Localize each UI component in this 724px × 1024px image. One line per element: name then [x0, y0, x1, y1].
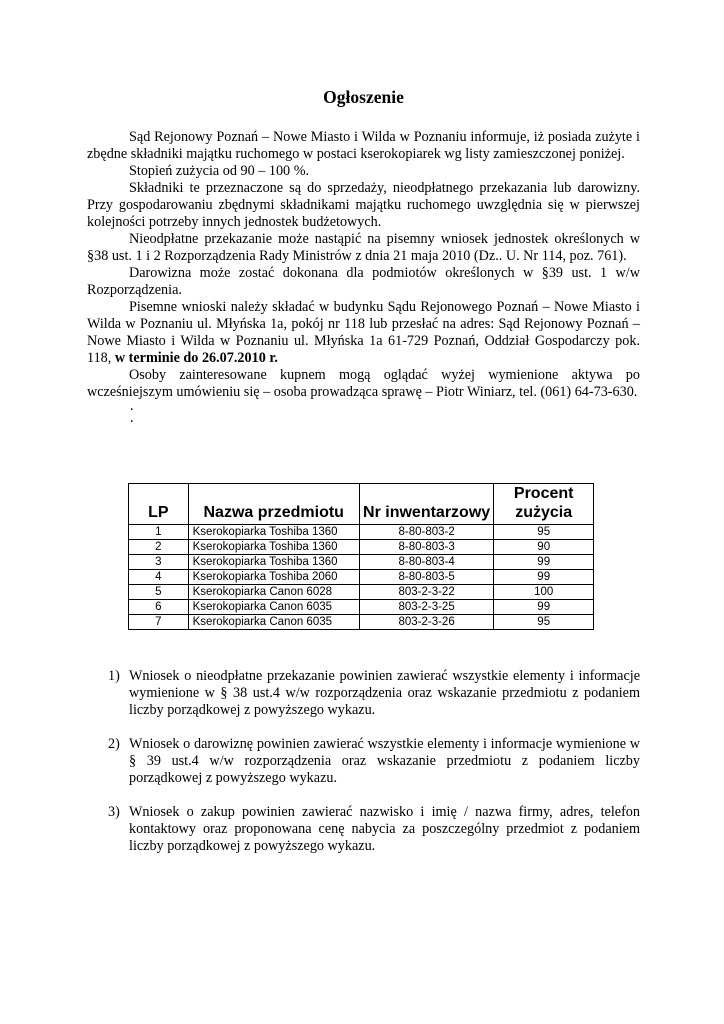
separator-dot: . [130, 409, 134, 426]
inventory-number-cell: 8-80-803-2 [359, 525, 494, 540]
separator-dot: . [130, 398, 134, 414]
table-row [129, 585, 594, 600]
note-text: Wniosek o zakup powinien zawierać nazwisko i imię / nazwa firmy, adres, telefon kontaktowy oraz proponowana cenę nabycia za poszczególny przedmiot z podaniem liczby porządkowej z powyższego wykazu. [129, 804, 640, 854]
table-row [129, 540, 594, 555]
donation-paragraph: Darowizna może zostać dokonana dla podmiotów określonych w §39 ust. 1 w/w Rozporządzenia. [87, 265, 640, 298]
column-header-lp: LP [129, 484, 189, 525]
note-text: Wniosek o nieodpłatne przekazanie powinien zawierać wszystkie elementy i informacje wymienione w § 38 ust.4 w/w rozporządzenia oraz wskazanie przedmiotu z podaniem liczby porządkowej z powyższego wykazu. [129, 668, 640, 718]
note-item [87, 736, 640, 787]
item-name-cell: Kserokopiarka Canon 6035 [188, 600, 359, 615]
page-title: Ogłoszenie [323, 87, 404, 107]
inventory-number-cell: 8-80-803-4 [359, 555, 494, 570]
contact-paragraph: Osoby zainteresowane kupnem mogą oglądać wyżej wymienione aktywa po wcześniejszym umówieniu się – osoba prowadząca sprawę – Piotr Winiarz, tel. (061) 64-73-630. [87, 367, 640, 400]
column-header-name: Nazwa przedmiotu [188, 484, 359, 525]
item-name-cell: Kserokopiarka Toshiba 1360 [188, 540, 359, 555]
table-row [129, 555, 594, 570]
item-name-cell: Kserokopiarka Toshiba 2060 [188, 570, 359, 585]
announcement-body [87, 129, 640, 424]
table-row [129, 525, 594, 540]
wear-percent-cell: 99 [494, 600, 594, 615]
note-number: 1) [108, 668, 120, 684]
inventory-number-cell: 803-2-3-22 [359, 585, 494, 600]
table-row [129, 570, 594, 585]
note-item [87, 668, 640, 719]
table-row [129, 615, 594, 630]
note-number: 2) [108, 736, 120, 752]
inventory-number-cell: 803-2-3-25 [359, 600, 494, 615]
submission-text: Pisemne wnioski należy składać w budynku Sądu Rejonowego Poznań – Nowe Miasto i Wilda w Poznaniu ul. Młyńska 1a, pokój nr 118 lub przesłać na adres: Sąd Rejonowy Poznań – Nowe Miasto i Wilda w Poznaniu ul. Młyńska 1a 61-729 Poznań, Oddział Gospodarczy pok. 118, [87, 299, 640, 366]
wear-level-paragraph: Stopień zużycia od 90 – 100 %. [129, 163, 310, 179]
row-number-cell: 2 [129, 540, 189, 555]
deadline-text: w terminie do 26.07.2010 r. [114, 350, 278, 366]
free-transfer-paragraph: Nieodpłatne przekazanie może nastąpić na pisemny wniosek jednostek określonych w §38 ust. 1 i 2 Rozporządzenia Rady Ministrów z dnia 21 maja 2010 (Dz.. U. Nr 114, poz. 761). [87, 231, 640, 264]
note-item [87, 804, 640, 855]
intro-paragraph: Sąd Rejonowy Poznań – Nowe Miasto i Wilda w Poznaniu informuje, iż posiada zużyte i zbędne składniki majątku ruchomego w postaci kserokopiarek wg listy zamieszczonej poniżej. [87, 129, 640, 162]
column-header-wear-percent: Procent zużycia [494, 484, 594, 525]
wear-percent-cell: 95 [494, 525, 594, 540]
wear-percent-cell: 99 [494, 570, 594, 585]
notes-list [87, 668, 640, 872]
table-row [129, 600, 594, 615]
table-body [129, 525, 594, 630]
note-text: Wniosek o darowiznę powinien zawierać wszystkie elementy i informacje wymienione w § 39 ust.4 w/w rozporządzenia oraz wskazanie przedmiotu z podaniem liczby porządkowej z powyższego wykazu. [129, 736, 640, 786]
inventory-number-cell: 8-80-803-3 [359, 540, 494, 555]
note-number: 3) [108, 804, 120, 820]
row-number-cell: 7 [129, 615, 189, 630]
inventory-number-cell: 803-2-3-26 [359, 615, 494, 630]
row-number-cell: 4 [129, 570, 189, 585]
wear-percent-cell: 100 [494, 585, 594, 600]
inventory-table [128, 483, 594, 630]
wear-percent-cell: 95 [494, 615, 594, 630]
wear-percent-cell: 99 [494, 555, 594, 570]
item-name-cell: Kserokopiarka Toshiba 1360 [188, 555, 359, 570]
item-name-cell: Kserokopiarka Canon 6035 [188, 615, 359, 630]
row-number-cell: 1 [129, 525, 189, 540]
column-header-inventory-number: Nr inwentarzowy [359, 484, 494, 525]
row-number-cell: 5 [129, 585, 189, 600]
wear-percent-cell: 90 [494, 540, 594, 555]
purpose-paragraph: Składniki te przeznaczone są do sprzedaży, nieodpłatnego przekazania lub darowizny. Przy gospodarowaniu zbędnymi składnikami majątku ruchomego uwzględnia się w pierwszej kolejności potrzeby innych jednostek budżetowych. [87, 180, 640, 230]
inventory-number-cell: 8-80-803-5 [359, 570, 494, 585]
table-header-row [129, 484, 594, 525]
submission-paragraph [87, 299, 640, 367]
row-number-cell: 3 [129, 555, 189, 570]
item-name-cell: Kserokopiarka Toshiba 1360 [188, 525, 359, 540]
row-number-cell: 6 [129, 600, 189, 615]
item-name-cell: Kserokopiarka Canon 6028 [188, 585, 359, 600]
